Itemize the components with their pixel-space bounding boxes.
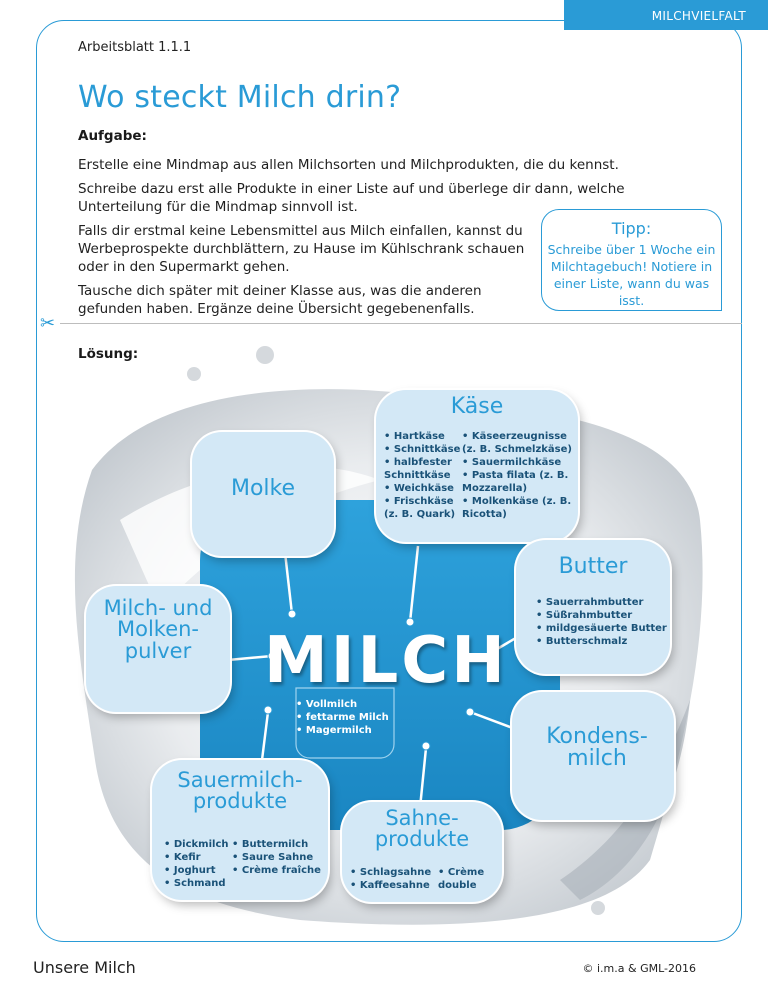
sahne-list-left <box>350 866 436 892</box>
node-kaese <box>376 390 578 542</box>
node-sahne <box>342 802 502 902</box>
list-item: • Crème fraîche <box>232 864 326 877</box>
milk-droplet <box>591 901 605 915</box>
scissors-icon: ✂ <box>40 313 56 334</box>
kaese-list-left <box>384 430 464 521</box>
worksheet-number: Arbeitsblatt 1.1.1 <box>78 40 192 55</box>
list-item: • Frischkäse (z. B. Quark) <box>384 495 464 521</box>
node-pulver <box>86 586 230 712</box>
task-paragraph-2: Schreibe dazu erst alle Produkte in einer Liste auf und überlege dir dann, welche Unterteilung für die Mindmap sinnvoll ist. <box>78 181 625 215</box>
list-item: • Weichkäse <box>384 482 464 495</box>
node-sauermilch-title: Sauermilch- produkte <box>177 768 303 814</box>
list-item: • Pasta filata (z. B. Mozzarella) <box>462 469 576 495</box>
node-kaese-title: Käse <box>450 394 504 419</box>
center-title: MILCH <box>264 624 508 698</box>
list-item: • Molkenkäse (z. B. Ricotta) <box>462 495 576 521</box>
list-item: • Kaffeesahne <box>350 879 436 892</box>
list-item: • Butterschmalz <box>536 635 668 648</box>
task-paragraph-3: Falls dir erstmal keine Lebensmittel aus Milch einfallen, kannst du Werbeprospekte durchblättern, zu Hause im Kühlschrank schauen oder in den Supermarkt gehen. <box>78 223 525 275</box>
milk-droplet <box>256 346 274 364</box>
list-item: • mildgesäuerte Butter <box>536 622 668 635</box>
list-item: • Saure Sahne <box>232 851 326 864</box>
tip-text: Schreibe über 1 Woche ein Milchtagebuch! Notiere in einer Liste, wann du was isst. <box>547 242 716 308</box>
list-item: • Crème double <box>438 866 500 892</box>
list-item: • halbfester Schnittkäse <box>384 456 464 482</box>
node-kondensmilch-title: Kondens- milch <box>546 724 648 772</box>
page-title: Wo steckt Milch drin? <box>78 80 402 115</box>
section-tag: MILCHVIELFALT <box>564 0 768 30</box>
task-paragraph-4: Tausche dich später mit deiner Klasse aus, was die anderen gefunden haben. Ergänze deine Übersicht gegebenenfalls. <box>78 283 482 317</box>
list-item: • Schnittkäse <box>384 443 464 456</box>
center-milk-list <box>296 698 389 737</box>
center-item: • Magermilch <box>296 724 389 737</box>
footer-copyright: © i.m.a & GML-2016 <box>582 962 696 975</box>
node-pulver-title: Milch- und Molken- pulver <box>103 596 213 663</box>
node-sahne-title: Sahne- produkte <box>374 806 470 852</box>
task-paragraph-1: Erstelle eine Mindmap aus allen Milchsorten und Milchprodukten, die du kennst. <box>78 157 619 173</box>
node-kondensmilch <box>512 692 674 820</box>
footer-brand: Unsere Milch <box>33 958 136 977</box>
node-molke-title: Molke <box>230 476 296 501</box>
sauermilch-list-right <box>232 838 326 877</box>
milk-droplet <box>187 367 201 381</box>
list-item: • Dickmilch <box>164 838 236 851</box>
list-item: • Schlagsahne <box>350 866 436 879</box>
task-heading: Aufgabe: <box>78 128 147 144</box>
kaese-list-right <box>462 430 576 521</box>
tip-title: Tipp: <box>611 219 652 238</box>
center-item: • fettarme Milch <box>296 711 389 724</box>
list-item: • Schmand <box>164 877 236 890</box>
center-item: • Vollmilch <box>296 698 389 711</box>
sauermilch-list-left <box>164 838 236 890</box>
list-item: • Hartkäse <box>384 430 464 443</box>
list-item: • Käseerzeugnisse (z. B. Schmelzkäse) <box>462 430 576 456</box>
solution-label: Lösung: <box>78 346 139 362</box>
node-molke <box>192 432 334 556</box>
node-sauermilch <box>152 760 328 900</box>
node-butter <box>516 540 670 674</box>
node-butter-title: Butter <box>558 554 628 579</box>
sahne-list-right <box>438 866 500 892</box>
list-item: • Joghurt <box>164 864 236 877</box>
butter-list <box>536 596 668 648</box>
list-item: • Süßrahmbutter <box>536 609 668 622</box>
list-item: • Sauermilchkäse <box>462 456 576 469</box>
list-item: • Kefir <box>164 851 236 864</box>
list-item: • Buttermilch <box>232 838 326 851</box>
list-item: • Sauerrahmbutter <box>536 596 668 609</box>
